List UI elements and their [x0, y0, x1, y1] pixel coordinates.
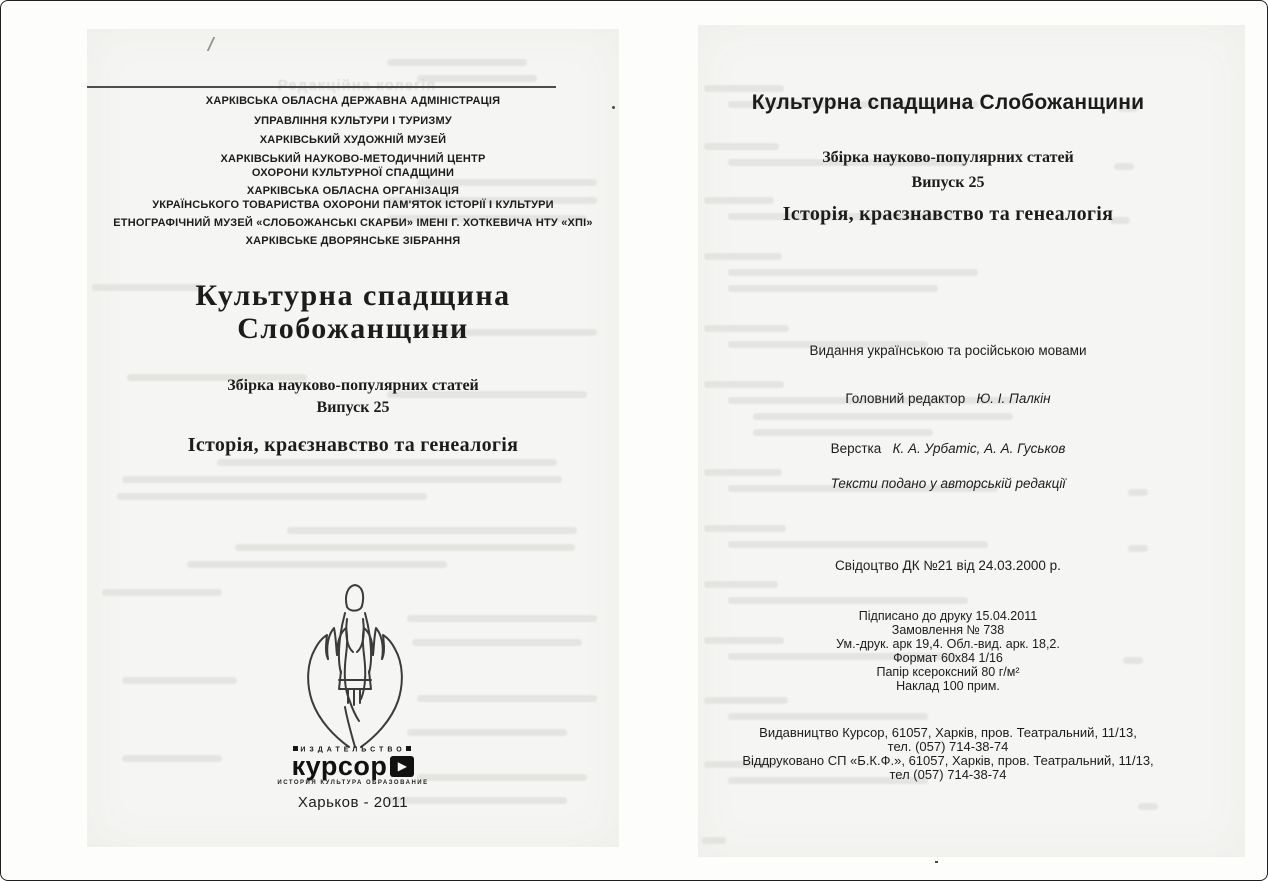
publisher-logo-name: курсор — [291, 751, 388, 782]
bleedthrough-text — [412, 639, 582, 646]
bleedthrough-text — [187, 561, 447, 568]
print-info-line: Замовлення № 738 — [891, 623, 1005, 637]
organization-line: ЕТНОГРАФІЧНИЙ МУЗЕЙ «СЛОБОЖАНСЬКІ СКАРБИ» ІМЕНІ Г. ХОТКЕВИЧА НТУ «ХПІ» — [113, 217, 593, 229]
issue-number: Випуск 25 — [911, 174, 985, 191]
organization-line: ХАРКІВСЬКИЙ ХУДОЖНІЙ МУЗЕЙ — [259, 134, 447, 146]
subtitle-block — [87, 375, 619, 419]
bleedthrough-text — [102, 589, 222, 596]
publisher-arrow-icon: ▶ — [390, 756, 414, 777]
series-title: Історія, краєзнавство та генеалогія — [187, 434, 519, 456]
editor-label: Головний редактор — [845, 391, 966, 406]
series-title: Історія, краєзнавство та генеалогія — [782, 203, 1114, 225]
top-rule — [87, 86, 556, 88]
organization-line: УПРАВЛІННЯ КУЛЬТУРИ І ТУРИЗМУ — [254, 115, 452, 127]
pencil-mark — [201, 37, 216, 51]
hands-holding-figure-emblem — [293, 577, 417, 749]
bleedthrough-text — [122, 677, 237, 684]
bleedthrough-text — [235, 544, 575, 551]
bleedthrough-text — [417, 695, 597, 702]
print-info-line: Ум.-друк. арк 19,4. Обл.-вид. арк. 18,2. — [836, 637, 1060, 651]
bleedthrough-text — [117, 493, 427, 500]
bleedthrough-text — [122, 476, 562, 483]
bleedthrough-text — [387, 59, 527, 66]
bleedthrough-text — [217, 459, 557, 466]
book-title: Культурна спадщина Слобожанщини — [751, 91, 1145, 114]
address-line: Віддруковано СП «Б.К.Ф.», 61057, Харків, пров. Театральний, 11/13, — [742, 753, 1154, 768]
address-line: тел (057) 714-38-74 — [889, 767, 1007, 782]
address-line: Видавництво Курсор, 61057, Харків, пров. Театральний, 11/13, — [759, 725, 1137, 740]
organization-line: ХАРКІВСЬКИЙ НАУКОВО-МЕТОДИЧНИЙ ЦЕНТР — [220, 153, 486, 165]
subtitle: Збірка науково-популярних статей — [822, 149, 1074, 166]
certificate-line: Свідоцтво ДК №21 від 24.03.2000 р. — [835, 558, 1061, 573]
editor-name: Ю. І. Палкін — [976, 391, 1051, 406]
publisher-logo-top-label: ИЗДАТЕЛЬСТВО — [87, 746, 619, 753]
print-info-line: Папір ксероксний 80 г/м² — [876, 665, 1020, 679]
colophon-content — [698, 25, 1198, 857]
organization-line: ОХОРОНИ КУЛЬТУРНОЇ СПАДЩИНИ — [251, 167, 455, 179]
book-title-line2: Слобожанщини — [237, 312, 469, 345]
title-page — [87, 29, 619, 847]
publisher-logo-bottom-label: ИСТОРИЯ КУЛЬТУРА ОБРАЗОВАНИЕ — [277, 780, 429, 787]
language-note: Видання українською та російською мовами — [809, 343, 1087, 358]
print-info-line: Наклад 100 прим. — [896, 679, 1000, 693]
layout-names: К. А. Урбатіс, А. А. Гуськов — [892, 441, 1066, 456]
colophon-page — [698, 25, 1245, 857]
dust-speck — [935, 861, 938, 863]
book-title — [87, 279, 619, 345]
bleedthrough-text — [407, 615, 597, 622]
bleedthrough-text — [287, 527, 577, 534]
imprint-city-year: Харьков - 2011 — [297, 794, 409, 811]
editor-line — [698, 391, 1198, 406]
layout-line — [698, 441, 1198, 456]
organizations-list — [87, 94, 619, 248]
publisher-logo — [87, 746, 619, 786]
organization-line: ХАРКІВСЬКА ОБЛАСНА ДЕРЖАВНА АДМІНІСТРАЦІЯ — [205, 95, 501, 107]
dust-speck — [612, 106, 615, 109]
subtitle-block — [698, 145, 1198, 195]
edition-note: Тексти подано у авторській редакції — [830, 476, 1066, 491]
organization-line: УКРАЇНСЬКОГО ТОВАРИСТВА ОХОРОНИ ПАМ'ЯТОК ІСТОРІЇ І КУЛЬТУРИ — [152, 199, 554, 211]
print-info-line: Формат 60х84 1/16 — [893, 651, 1003, 665]
book-title-line1: Культурна спадщина — [195, 279, 511, 312]
address-line: тел. (057) 714-38-74 — [887, 739, 1009, 754]
organization-line: ХАРКІВСЬКА ОБЛАСНА ОРГАНІЗАЦІЯ — [246, 185, 460, 197]
print-info-block — [698, 609, 1198, 693]
bleedthrough-text — [407, 729, 567, 736]
organization-line: ХАРКІВСЬКЕ ДВОРЯНСЬКЕ ЗІБРАННЯ — [245, 235, 461, 247]
issue-number: Випуск 25 — [316, 399, 390, 416]
publisher-address-block — [698, 726, 1198, 782]
subtitle: Збірка науково-популярних статей — [227, 377, 479, 394]
print-info-line: Підписано до друку 15.04.2011 — [858, 609, 1038, 623]
layout-label: Верстка — [830, 441, 882, 456]
